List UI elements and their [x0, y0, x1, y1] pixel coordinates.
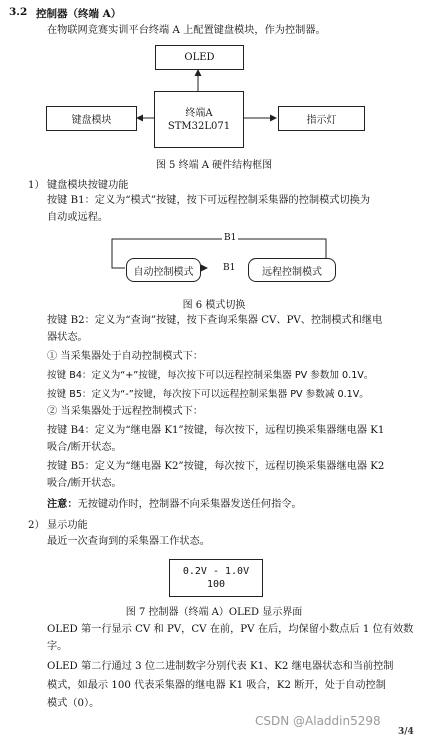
oled-desc2-line2: 模式，如最示 100 代表采集器的继电器 K1 吸合，K2 断开，处于自动控制	[47, 680, 386, 691]
intro-paragraph: 在物联网竞赛实训平台终端 A 上配置键盘模块，作为控制器。	[47, 25, 326, 36]
b1-line2: 自动或远程。	[47, 212, 109, 223]
fig5-caption: 图 5 终端 A 硬件结构框图	[155, 160, 273, 171]
oled-desc2-line1: OLED 第二行通过 3 位二进制数字分别代表 K1、K2 继电器状态和当前控制	[47, 661, 394, 672]
terminal-a-name: 终端A	[185, 107, 213, 119]
oled-block: OLED	[155, 45, 244, 70]
auto-b4: 按键 B4：定义为“+”按键，每次按下可以远程控制采集器 PV 参数加 0.1V。	[47, 370, 374, 381]
list1-title: 键盘模块按键功能	[47, 180, 129, 191]
oled-desc2-line3: 模式（0）。	[47, 698, 100, 709]
remote-mode-box: 远程控制模式	[248, 258, 336, 282]
b2-line1: 按键 B2：定义为“查询”按键，按下查询采集器 CV、PV、控制模式和继电	[47, 315, 383, 326]
terminal-a-chip: STM32L071	[167, 120, 231, 132]
watermark: CSDN @Aladdin5298	[255, 714, 381, 728]
remote-mode-heading: ② 当采集器处于远程控制模式下：	[47, 406, 204, 417]
remote-b4-line2: 吸合/断开状态。	[47, 442, 122, 453]
oled-display-mock	[169, 559, 263, 597]
section-number: 3.2	[9, 6, 28, 18]
remote-b4-line1: 按键 B4：定义为“继电器 K1”按键，每次按下，远程切换采集器继电器 K1	[47, 425, 385, 436]
list1-marker: 1）	[28, 180, 45, 191]
fig7-caption: 图 7 控制器（终端 A）OLED 显示界面	[125, 607, 303, 618]
keyboard-block: 键盘模块	[46, 106, 137, 131]
section-title: 控制器（终端 A）	[36, 8, 122, 20]
page-number: 3/4	[398, 727, 414, 737]
list2-title: 显示功能	[47, 520, 88, 531]
note-text: 无按键动作时，控制器不向采集器发送任何指令。	[77, 499, 302, 510]
remote-b5-line1: 按键 B5：定义为“继电器 K2”按键，每次按下，远程切换采集器继电器 K2	[47, 461, 385, 472]
display-intro: 最近一次查询到的采集器工作状态。	[47, 536, 210, 547]
indicator-block: 指示灯	[278, 106, 365, 131]
oled-line2: 100	[206, 579, 226, 590]
auto-b5: 按键 B5：定义为“-”按键，每次按下可以远程控制采集器 PV 参数减 0.1V。	[47, 389, 369, 400]
terminal-a-block	[154, 91, 244, 148]
oled-desc1-line1: OLED 第一行显示 CV 和 PV，CV 在前，PV 在后，均保留小数点后 1 位有效数	[47, 624, 414, 635]
fig6-label-mid: B1	[223, 263, 236, 273]
remote-b5-line2: 吸合/断开状态。	[47, 478, 122, 489]
b1-line1: 按键 B1：定义为“模式”按键，按下可远程控制采集器的控制模式切换为	[47, 195, 371, 206]
b2-line2: 器状态。	[47, 332, 88, 343]
fig6-label-top: B1	[224, 233, 237, 243]
auto-mode-heading: ① 当采集器处于自动控制模式下：	[47, 351, 204, 362]
list2-marker: 2）	[28, 520, 45, 531]
oled-desc1-line2: 字。	[47, 641, 68, 652]
fig6-caption: 图 6 模式切换	[182, 300, 246, 311]
auto-mode-box: 自动控制模式	[126, 258, 201, 282]
note	[47, 497, 302, 512]
oled-line1: 0.2V - 1.0V	[182, 566, 250, 577]
note-label: 注意：	[47, 498, 78, 510]
